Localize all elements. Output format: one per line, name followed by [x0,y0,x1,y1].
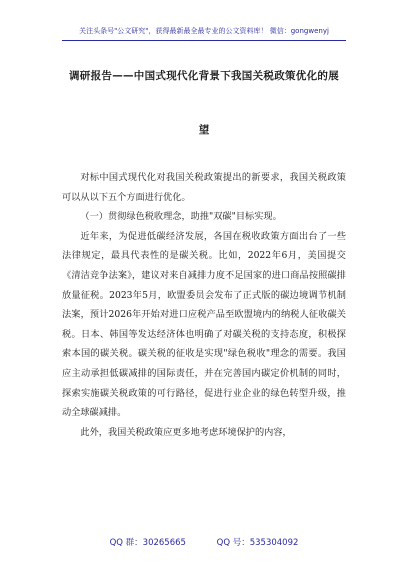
body-paragraph-carbon-tariff: 近年来，为促进低碳经济发展，各国在税收政策方面出台了一些法律规定，最具代表性的是碳关税。比如，2022年6月，美国提交《清洁竞争法案》，建议对来自减排力度不足国家的进口商品按照碳排放量征税。2023年5月，欧盟委员会发布了正式版的碳边境调节机制法案，预计2026年开始对进口应税产品至欧盟境内的纳税人征收碳关税。日本、韩国等发达经济体也明确了对碳关税的支持态度，积极探索本国的碳关税。碳关税的征收是实现"绿色税收"理念的需要。我国应主动承担低碳减排的国际责任，并在完善国内碳定价机制的同时，探索实施碳关税政策的可行路径，促进行业企业的绿色转型升级，推动全球碳减排。 [62,230,346,419]
header-divider [62,40,346,41]
document-body [62,168,346,442]
document-title: 调研报告——中国式现代化背景下我国关税政策优化的展 [69,70,339,82]
page-header-banner: 关注头条号"公文研究"，获得最新最全最专业的公文资料库！ 微信：gongwenyj [79,27,329,35]
body-paragraph-additional: 此外，我国关税政策应更多地考虑环境保护的内容， [80,426,292,438]
section-heading: （一）贯彻绿色税收理念，助推"双碳"目标实现。 [80,211,282,223]
page-footer [0,536,408,548]
footer-qq-number: QQ 号：535304092 [216,538,299,548]
document-title-continued: 望 [198,124,210,136]
footer-qq-group: QQ 群：30265665 [109,538,186,548]
body-paragraph-intro: 对标中国式现代化对我国关税政策提出的新要求，我国关税政策可以从以下五个方面进行优化。 [62,172,346,203]
